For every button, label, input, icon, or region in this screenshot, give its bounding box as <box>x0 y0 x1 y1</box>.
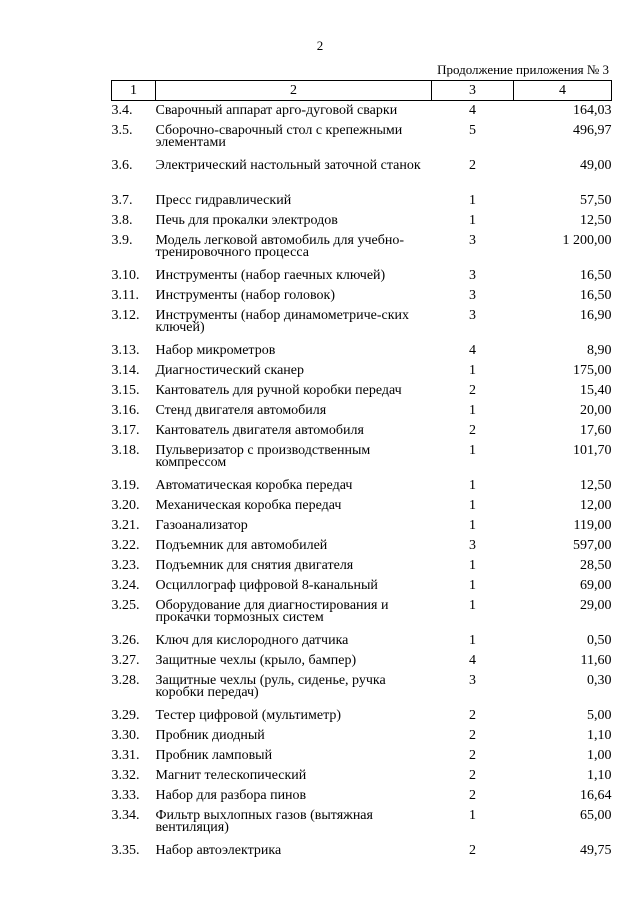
item-name: Оборудование для диагностирования и прокачки тормозных систем <box>155 597 389 625</box>
item-number: 3.35. <box>111 842 140 858</box>
item-name: Тестер цифровой (мультиметр) <box>155 707 342 723</box>
equipment-table-body <box>112 81 612 861</box>
item-price: 164,03 <box>573 103 612 118</box>
item-name: Подъемник для снятия двигателя <box>155 557 354 573</box>
item-quantity: 1 <box>469 442 476 458</box>
item-price: 1,10 <box>587 727 612 743</box>
item-number: 3.23. <box>111 557 140 573</box>
table-row <box>112 516 612 536</box>
item-name: Печь для прокалки электродов <box>155 212 338 228</box>
item-quantity: 3 <box>469 267 476 283</box>
item-name: Фильтр выхлопных газов (вытяжная вентиляция) <box>155 807 373 835</box>
item-price: 57,50 <box>580 192 612 208</box>
table-row <box>112 576 612 596</box>
item-name: Электрический настольный заточной станок <box>155 157 421 173</box>
item-name: Пульверизатор с производственным компрессом <box>155 442 371 470</box>
item-price: 496,97 <box>573 122 612 138</box>
item-name: Модель легковой автомобиль для учебно-тренировочного процесса <box>155 232 405 260</box>
item-number: 3.26. <box>111 632 140 648</box>
item-price: 12,00 <box>580 497 612 513</box>
item-quantity: 1 <box>469 477 476 493</box>
table-row <box>112 191 612 211</box>
item-price: 16,64 <box>580 787 612 803</box>
table-row <box>112 766 612 786</box>
item-price: 12,50 <box>580 212 612 228</box>
item-quantity: 1 <box>469 362 476 378</box>
item-name: Кантователь для ручной коробки передач <box>155 382 402 398</box>
item-name: Набор автоэлектрика <box>155 842 282 858</box>
item-number: 3.5. <box>111 122 133 138</box>
item-quantity: 2 <box>469 382 476 398</box>
item-price: 1,00 <box>587 747 612 763</box>
item-name: Инструменты (набор головок) <box>155 287 335 303</box>
table-row <box>112 441 612 476</box>
item-number: 3.25. <box>111 597 140 613</box>
table-row <box>112 121 612 156</box>
item-number: 3.11. <box>111 287 139 303</box>
item-quantity: 1 <box>469 632 476 648</box>
table-row <box>112 421 612 441</box>
table-row <box>112 476 612 496</box>
table-row <box>112 401 612 421</box>
item-number: 3.34. <box>111 807 140 823</box>
item-name: Стенд двигателя автомобиля <box>155 402 327 418</box>
item-name: Набор микрометров <box>155 342 276 358</box>
item-name: Газоанализатор <box>155 517 248 533</box>
item-number: 3.15. <box>111 382 140 398</box>
item-quantity: 4 <box>469 342 476 358</box>
item-number: 3.32. <box>111 767 140 783</box>
table-row <box>112 651 612 671</box>
item-price: 101,70 <box>573 442 612 458</box>
item-quantity: 1 <box>469 212 476 228</box>
item-number: 3.16. <box>111 402 140 418</box>
item-price: 8,90 <box>587 342 612 358</box>
item-price: 20,00 <box>580 402 612 418</box>
item-number: 3.33. <box>111 787 140 803</box>
item-number: 3.21. <box>111 517 140 533</box>
item-price: 119,00 <box>573 517 612 533</box>
table-row <box>112 231 612 266</box>
item-number: 3.27. <box>111 652 140 668</box>
item-quantity: 1 <box>469 192 476 208</box>
item-number: 3.8. <box>111 212 133 228</box>
table-row <box>112 156 612 191</box>
item-name: Сборочно-сварочный стол с крепежными элементами <box>155 122 403 150</box>
item-price: 15,40 <box>580 382 612 398</box>
item-quantity: 1 <box>469 402 476 418</box>
header-cell: 1 <box>112 81 156 101</box>
table-row <box>112 671 612 706</box>
item-quantity: 2 <box>469 707 476 723</box>
table-row <box>112 596 612 631</box>
item-name: Подъемник для автомобилей <box>155 537 328 553</box>
continuation-title: Продолжение приложения № 3 <box>437 62 609 77</box>
item-name: Автоматическая коробка передач <box>155 477 353 493</box>
item-price: 12,50 <box>580 477 612 493</box>
item-quantity: 5 <box>469 122 476 138</box>
item-number: 3.29. <box>111 707 140 723</box>
table-row <box>112 841 612 861</box>
item-quantity: 4 <box>469 103 476 118</box>
item-price: 49,00 <box>580 157 612 173</box>
item-quantity: 1 <box>469 517 476 533</box>
item-price: 49,75 <box>580 842 612 858</box>
item-name: Защитные чехлы (руль, сиденье, ручка коробки передач) <box>155 672 386 700</box>
item-price: 65,00 <box>580 807 612 823</box>
table-row <box>112 631 612 651</box>
item-quantity: 3 <box>469 537 476 553</box>
item-number: 3.31. <box>111 747 140 763</box>
item-name: Кантователь двигателя автомобиля <box>155 422 364 438</box>
item-number: 3.19. <box>111 477 140 493</box>
table-row <box>112 381 612 401</box>
item-name: Инструменты (набор динамометриче-ских ключей) <box>155 307 410 335</box>
table-header-row <box>112 81 612 101</box>
item-quantity: 1 <box>469 577 476 593</box>
page-number: 2 <box>316 38 324 53</box>
table-row <box>112 266 612 286</box>
item-quantity: 2 <box>469 157 476 173</box>
item-price: 0,30 <box>587 672 612 688</box>
item-name: Инструменты (набор гаечных ключей) <box>155 267 386 283</box>
item-quantity: 2 <box>469 787 476 803</box>
item-number: 3.18. <box>111 442 140 458</box>
item-quantity: 2 <box>469 767 476 783</box>
item-quantity: 1 <box>469 497 476 513</box>
item-price: 1 200,00 <box>562 232 612 248</box>
table-row <box>112 286 612 306</box>
item-name: Магнит телескопический <box>155 767 307 783</box>
table-row <box>112 361 612 381</box>
item-quantity: 4 <box>469 652 476 668</box>
item-quantity: 1 <box>469 807 476 823</box>
header-cell: 4 <box>514 81 612 101</box>
item-price: 11,60 <box>580 652 612 668</box>
item-number: 3.28. <box>111 672 140 688</box>
item-name: Механическая коробка передач <box>155 497 342 513</box>
item-quantity: 2 <box>469 727 476 743</box>
item-number: 3.4. <box>111 103 133 118</box>
item-name: Пресс гидравлический <box>155 192 292 208</box>
table-row <box>112 806 612 841</box>
item-price: 29,00 <box>580 597 612 613</box>
item-quantity: 2 <box>469 422 476 438</box>
table-row <box>112 341 612 361</box>
table-row <box>112 496 612 516</box>
item-name: Набор для разбора пинов <box>155 787 307 803</box>
item-price: 28,50 <box>580 557 612 573</box>
table-row <box>112 556 612 576</box>
equipment-table <box>111 80 612 861</box>
table-row <box>112 536 612 556</box>
item-price: 17,60 <box>580 422 612 438</box>
item-quantity: 3 <box>469 307 476 323</box>
item-name: Пробник диодный <box>155 727 265 743</box>
item-name: Диагностический сканер <box>155 362 304 378</box>
header-cell: 3 <box>432 81 514 101</box>
item-number: 3.30. <box>111 727 140 743</box>
item-price: 16,50 <box>580 287 612 303</box>
item-name: Сварочный аппарат арго-дуговой сварки <box>155 103 398 118</box>
table-row <box>112 306 612 341</box>
table-row <box>112 726 612 746</box>
item-price: 175,00 <box>573 362 612 378</box>
item-number: 3.22. <box>111 537 140 553</box>
item-quantity: 3 <box>469 672 476 688</box>
item-name: Защитные чехлы (крыло, бампер) <box>155 652 357 668</box>
item-quantity: 3 <box>469 232 476 248</box>
item-price: 16,50 <box>580 267 612 283</box>
item-number: 3.17. <box>111 422 140 438</box>
item-number: 3.10. <box>111 267 140 283</box>
item-quantity: 3 <box>469 287 476 303</box>
item-quantity: 1 <box>469 557 476 573</box>
item-price: 1,10 <box>587 767 612 783</box>
item-name: Пробник ламповый <box>155 747 273 763</box>
item-number: 3.12. <box>111 307 140 323</box>
table-row <box>112 101 612 121</box>
item-number: 3.6. <box>111 157 133 173</box>
item-price: 0,50 <box>587 632 612 648</box>
item-price: 5,00 <box>587 707 612 723</box>
item-name: Ключ для кислородного датчика <box>155 632 349 648</box>
item-price: 16,90 <box>580 307 612 323</box>
item-quantity: 2 <box>469 747 476 763</box>
item-name: Осциллограф цифровой 8-канальный <box>155 577 378 593</box>
table-row <box>112 706 612 726</box>
item-number: 3.20. <box>111 497 140 513</box>
header-cell: 2 <box>156 81 432 101</box>
item-quantity: 1 <box>469 597 476 613</box>
item-number: 3.24. <box>111 577 140 593</box>
item-quantity: 2 <box>469 842 476 858</box>
item-price: 69,00 <box>580 577 612 593</box>
item-price: 597,00 <box>573 537 612 553</box>
item-number: 3.14. <box>111 362 140 378</box>
table-row <box>112 746 612 766</box>
table-row <box>112 786 612 806</box>
item-number: 3.7. <box>111 192 133 208</box>
item-number: 3.13. <box>111 342 140 358</box>
table-row <box>112 211 612 231</box>
item-number: 3.9. <box>111 232 133 248</box>
